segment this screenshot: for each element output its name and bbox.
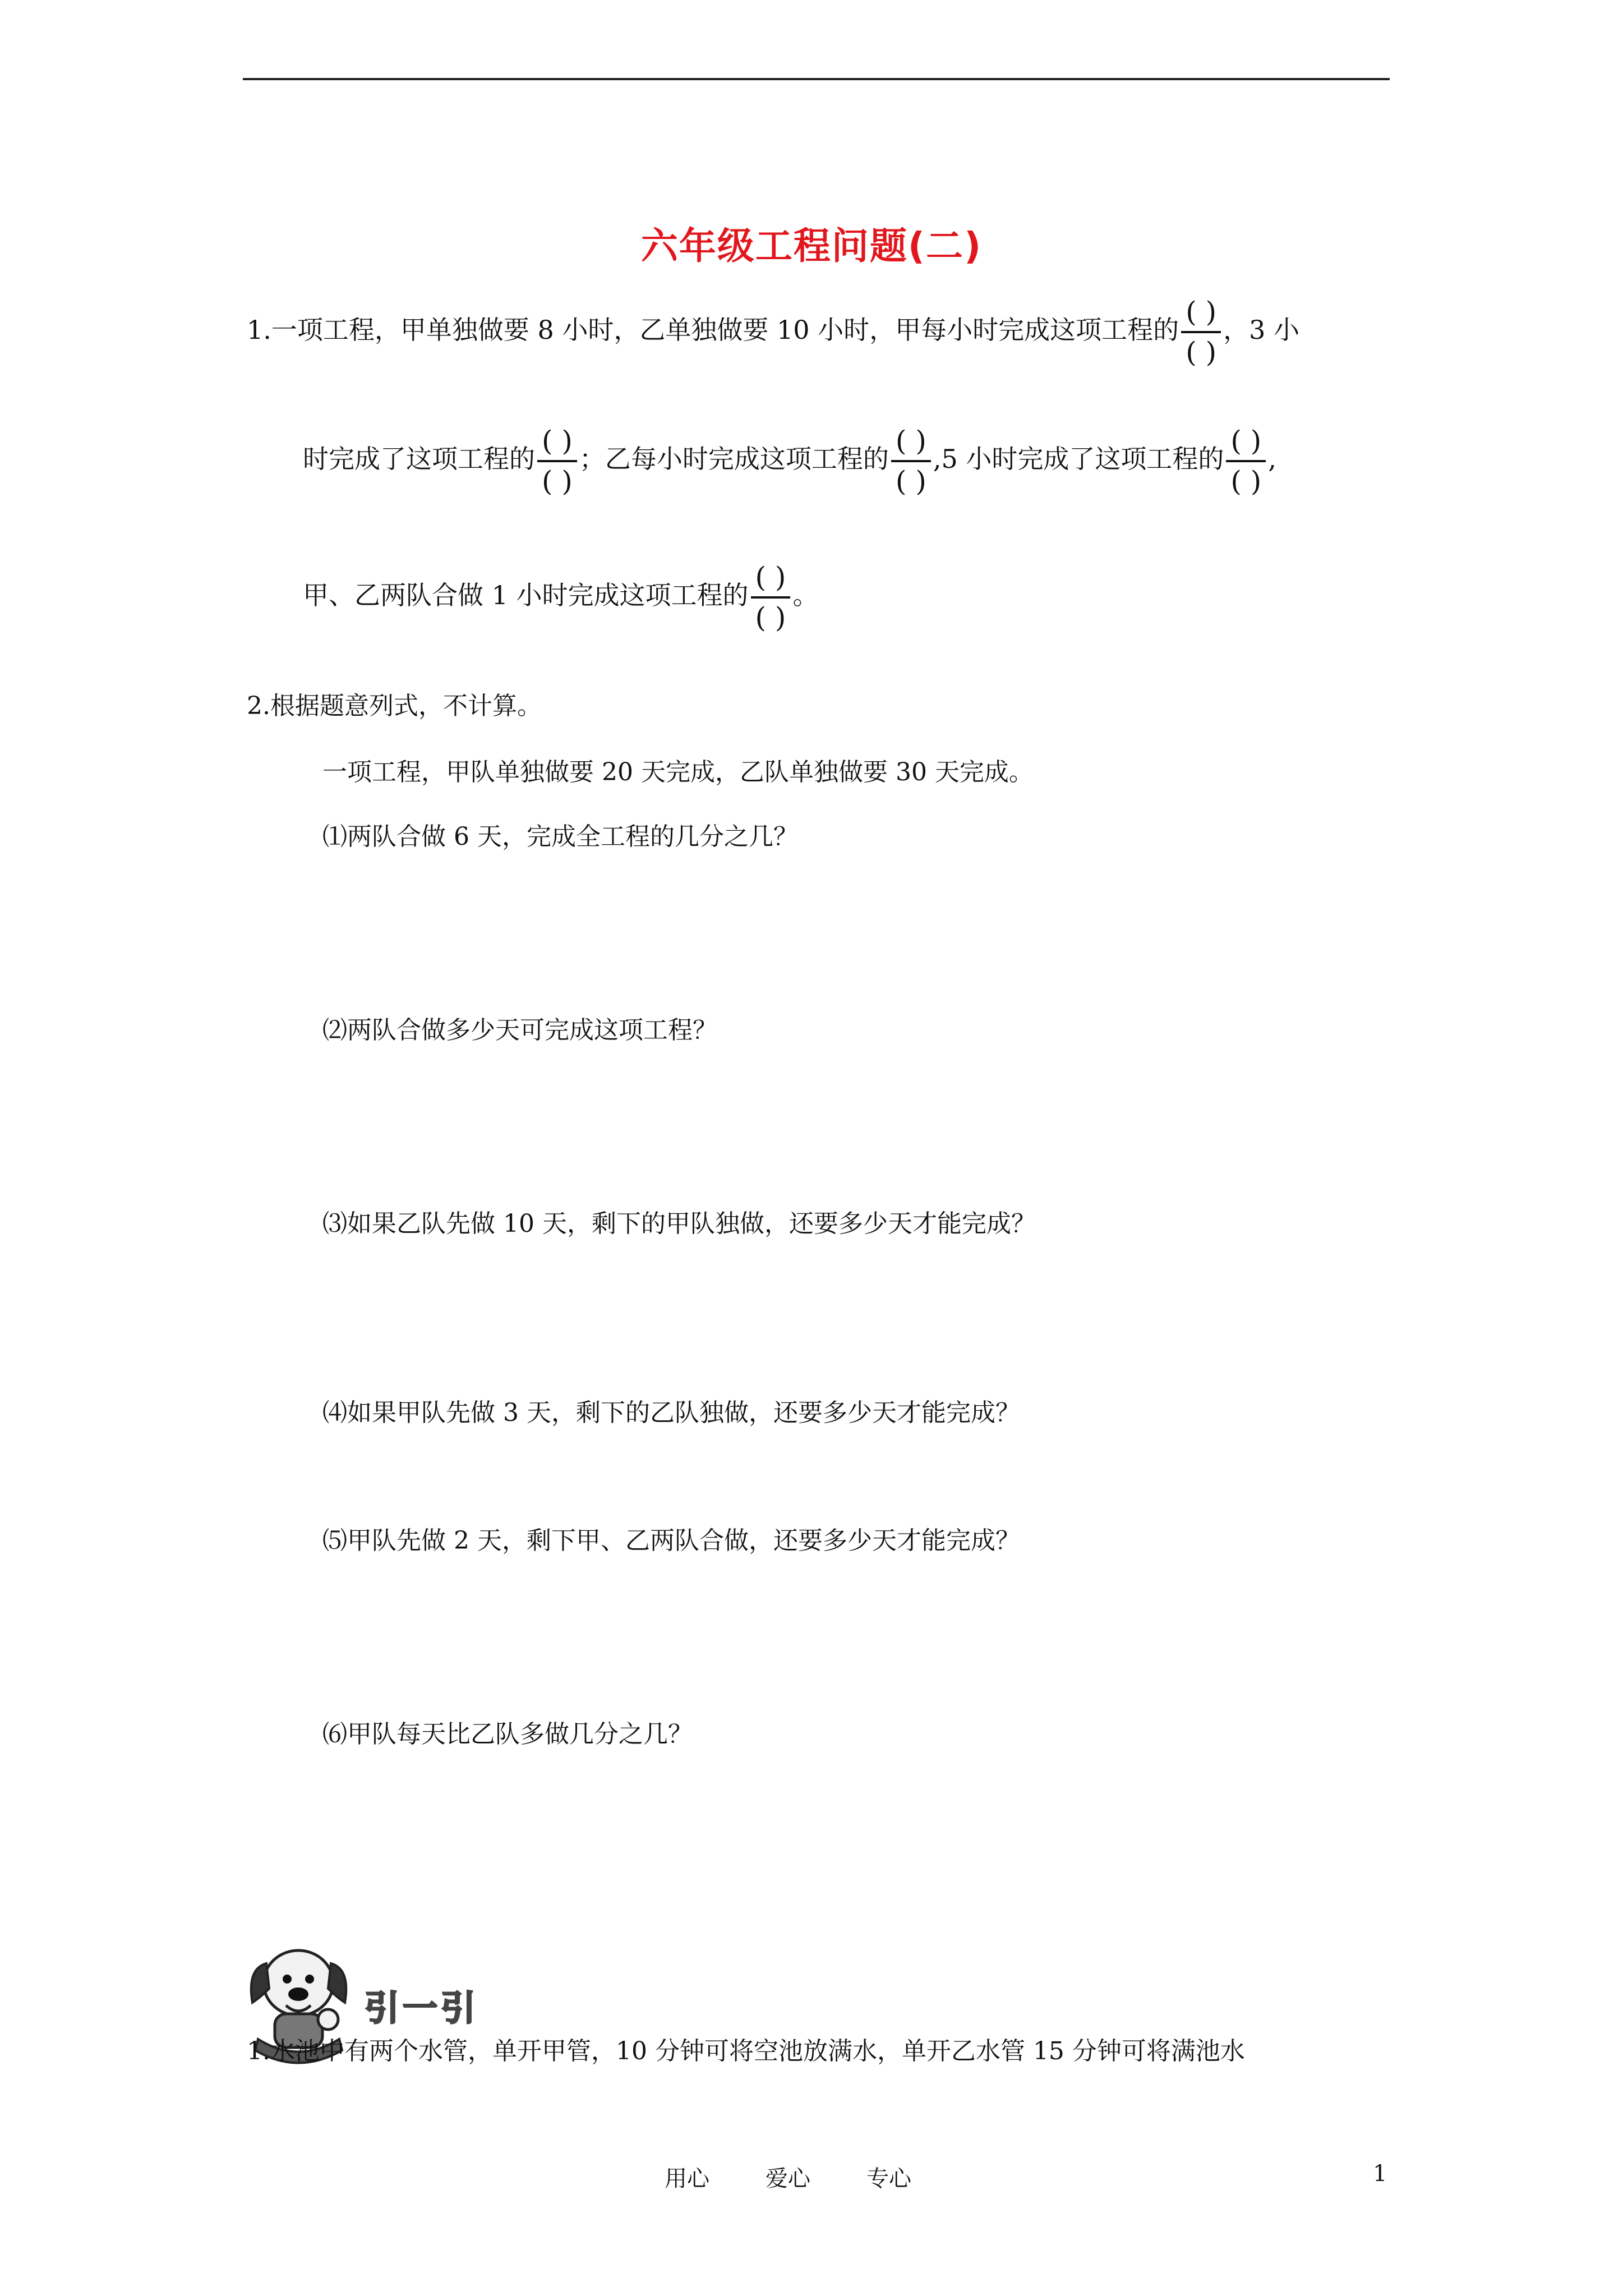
q1-text: ，3 小	[1223, 315, 1299, 345]
fraction-blank[interactable]: $\frac{( )}{( )}$	[537, 422, 577, 500]
q1-text: 。	[792, 580, 819, 610]
fraction-blank[interactable]: $\frac{( )}{( )}$	[1226, 422, 1266, 500]
header-rule	[243, 78, 1390, 80]
q1-line-1	[247, 293, 1299, 371]
q2-sub-4: ⑷如果甲队先做 3 天，剩下的乙队独做，还要多少天才能完成？	[322, 1398, 1020, 1427]
section-label: 引一引	[365, 1987, 479, 2028]
footer-left: 用心	[665, 2166, 709, 2192]
q2-sub-2: ⑵两队合做多少天可完成这项工程？	[322, 1016, 717, 1045]
fraction-blank[interactable]: $\frac{( )}{( )}$	[751, 558, 791, 637]
page-number: 1	[1373, 2161, 1387, 2187]
page-title: 六年级工程问题(二)	[640, 224, 983, 268]
q2-sub-5: ⑸甲队先做 2 天，剩下甲、乙两队合做，还要多少天才能完成？	[322, 1526, 1020, 1555]
footer-right: 专心	[866, 2166, 911, 2192]
q1-text: 1.一项工程，甲单独做要 8 小时，乙单独做要 10 小时，甲每小时完成这项工程的	[247, 315, 1179, 345]
fraction-blank[interactable]: $\frac{( )}{( )}$	[1181, 293, 1221, 371]
fraction-blank[interactable]: $\frac{( )}{( )}$	[891, 422, 931, 500]
q2-heading: 2.根据题意列式，不计算。	[247, 692, 542, 720]
q1-text: 时完成了这项工程的	[303, 444, 535, 474]
q1-text: ；乙每小时完成这项工程的	[579, 444, 889, 474]
footer-middle: 爱心	[766, 2166, 810, 2192]
q1-text: ,	[1268, 444, 1276, 474]
q3-text: 1.水池中有两个水管，单开甲管，10 分钟可将空池放满水，单开乙水管 15 分钟可将满池水	[247, 2037, 1245, 2065]
q2-sub-6: ⑹甲队每天比乙队多做几分之几？	[322, 1720, 693, 1749]
q1-line-2	[303, 422, 1276, 500]
q2-intro: 一项工程，甲队单独做要 20 天完成，乙队单独做要 30 天完成。	[322, 758, 1034, 786]
q1-text: ,5 小时完成了这项工程的	[933, 444, 1224, 474]
q1-text: 甲、乙两队合做 1 小时完成这项工程的	[303, 580, 749, 610]
q2-sub-3: ⑶如果乙队先做 10 天，剩下的甲队独做，还要多少天才能完成？	[322, 1209, 1036, 1238]
q2-sub-1: ⑴两队合做 6 天，完成全工程的几分之几？	[322, 822, 798, 851]
q1-line-3	[303, 558, 818, 637]
